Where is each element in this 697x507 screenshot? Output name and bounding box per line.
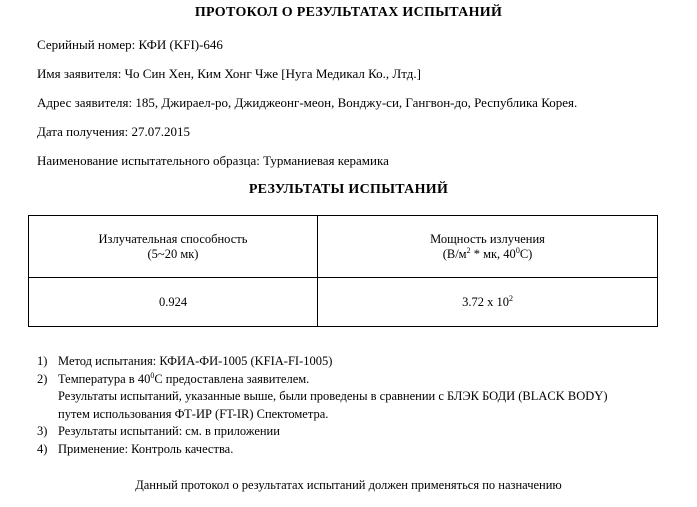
emissivity-header-range: (5~20 мк) <box>147 246 199 261</box>
list-item-continuation <box>37 406 607 424</box>
results-title: РЕЗУЛЬТАТЫ ИСПЫТАНИЙ <box>248 182 449 197</box>
note-text: Результаты испытаний, указанные выше, были проведены в сравнении с БЛЭК БОДИ (BLACK BODY) <box>58 389 608 403</box>
footer-statement: Данный протокол о результатах испытаний должен применяться по назначению <box>135 478 562 492</box>
field-receipt-date <box>37 124 190 140</box>
note-text: Метод испытания: КФИА-ФИ-1005 (KFIA-FI-1005) <box>58 354 333 368</box>
notes-list <box>37 353 607 458</box>
emissive-power-header-unit: ($В/м^2$ * мк, $40^0С$) <box>442 245 533 261</box>
note-number: 2) <box>37 371 48 386</box>
note-text: Результаты испытаний: см. в приложении <box>58 424 280 438</box>
field-label: Адрес заявителя: <box>37 95 133 110</box>
field-label: Имя заявителя: <box>37 66 122 81</box>
table-header-row <box>29 216 658 278</box>
emissivity-value: 0.924 <box>29 278 318 327</box>
field-value: 27.07.2015 <box>131 124 190 139</box>
field-value: КФИ (KFI)-646 <box>138 37 223 52</box>
document-title: ПРОТОКОЛ О РЕЗУЛЬТАТАХ ИСПЫТАНИЙ <box>194 5 503 20</box>
field-serial-number <box>37 37 223 53</box>
field-value: Турманиевая керамика <box>263 153 389 168</box>
field-value: 185, Джираел-ро, Джиджеонг-меон, Вонджу-си, Гангвон-до, Республика Корея. <box>135 95 578 110</box>
table-row <box>29 278 658 327</box>
list-item <box>37 353 607 371</box>
emissivity-header <box>29 216 318 278</box>
note-text: путем использования ФТ-ИР (FT-IR) Спектометра. <box>58 406 329 421</box>
results-table <box>28 215 658 327</box>
note-text: Температура в $40^0С$ предоставлена заявителем. <box>58 370 310 386</box>
list-item-continuation <box>37 388 607 406</box>
note-number: 1) <box>37 354 48 368</box>
field-applicant-address <box>37 95 577 111</box>
emissivity-header-title: Излучательная способность <box>98 231 248 246</box>
field-sample-name <box>37 153 389 169</box>
note-text: Применение: Контроль качества. <box>58 441 234 456</box>
note-number: 3) <box>37 424 48 438</box>
list-item <box>37 441 607 459</box>
list-item <box>37 371 607 389</box>
field-label: Дата получения: <box>37 124 129 139</box>
field-applicant-name <box>37 66 421 82</box>
field-label: Серийный номер: <box>37 37 136 52</box>
emissive-power-header <box>318 216 658 278</box>
emissive-power-header-title: Мощность излучения <box>430 231 545 246</box>
emissive-power-value: 3.72 x $10^2$ <box>318 278 658 327</box>
field-label: Наименование испытательного образца: <box>37 153 260 168</box>
note-number: 4) <box>37 441 48 456</box>
field-value: Чо Син Хен, Ким Хонг Чже [Нуга Медикал Ко., Лтд.] <box>124 66 421 81</box>
list-item <box>37 423 607 441</box>
